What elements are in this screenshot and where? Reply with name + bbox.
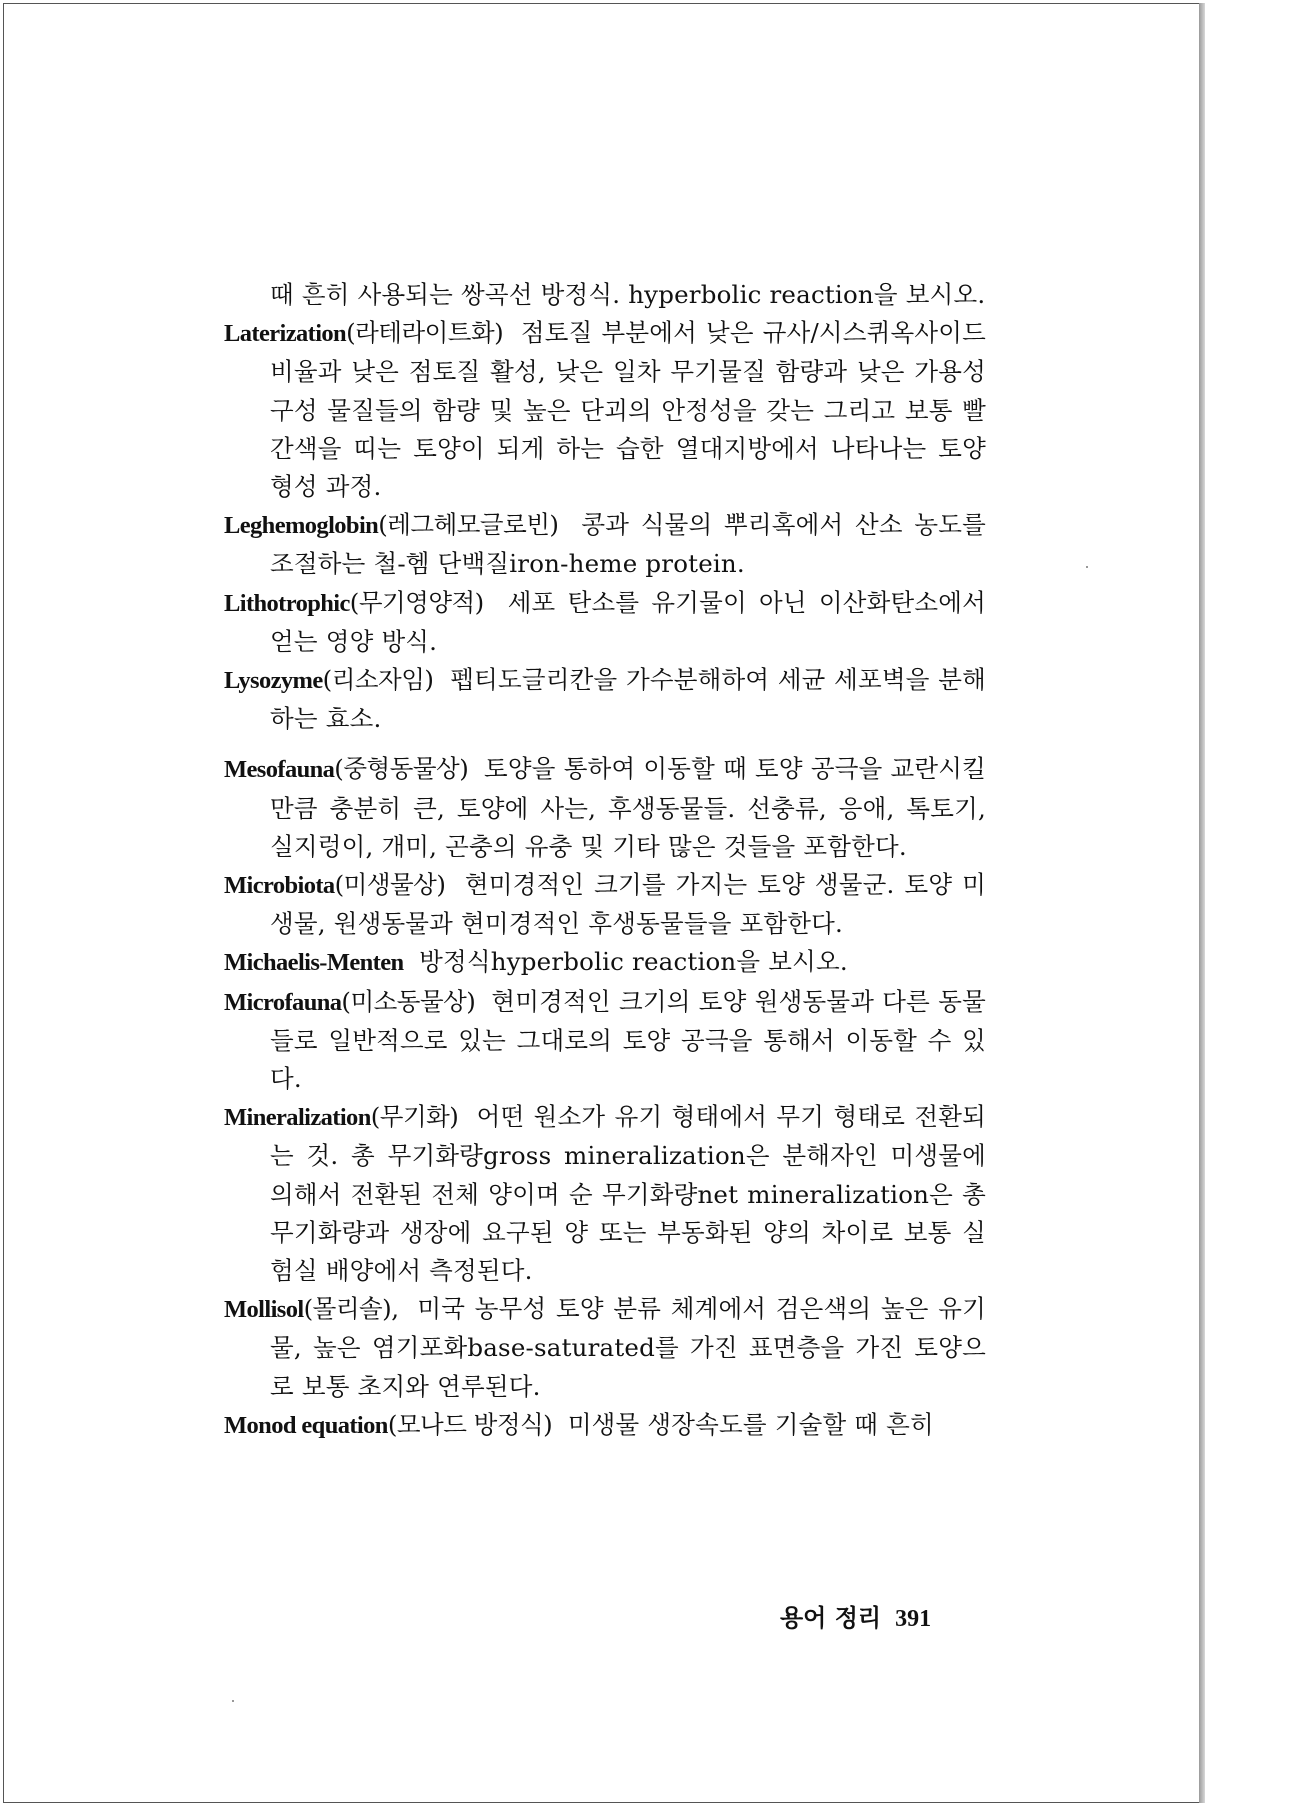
running-footer-section: 용어 정리 — [780, 1603, 882, 1632]
page-number: 391 — [895, 1606, 932, 1632]
entry-definition: 토양을 통하여 이동할 때 토양 공극을 교란시킬 만큼 충분히 큰, 토양에 사는, 후생동물들. 선충류, 응애, 톡토기, 실지렁이, 개미, 곤충의 유충 및 기타 많은 것들을 포함한다. — [270, 754, 987, 861]
entry-korean-term: (무기영양적) — [349, 587, 484, 617]
glossary-body — [224, 276, 986, 1445]
entry-definition: 방정식hyperbolic reaction을 보시오. — [419, 947, 848, 977]
entry-korean-term: (몰리솔), — [303, 1294, 399, 1324]
page-edge-shadow — [1199, 3, 1205, 1803]
entry-definition: 점토질 부분에서 낮은 규사/시스퀴옥사이드 비율과 낮은 점토질 활성, 낮은 일차 무기물질 함량과 낮은 가용성 구성 물질들의 함량 및 높은 단괴의 안정성을 갖는 그리고 보통 빨간색을 띠는 토양이 되게 하는 습한 열대지방에서 나타나는 토양 형성 과정. — [270, 318, 986, 502]
glossary-entry-laterization — [224, 314, 986, 506]
glossary-entry-mineralization — [224, 1098, 986, 1290]
glossary-entry-leghemoglobin — [224, 506, 986, 583]
entry-definition: 현미경적인 크기의 토양 원생동물과 다른 동물들로 일반적으로 있는 그대로의 토양 공극을 통해서 이동할 수 있다. — [270, 986, 986, 1094]
glossary-entry-continuation — [224, 276, 986, 314]
entry-term: Laterization — [224, 320, 347, 348]
entry-term: Lysozyme — [224, 667, 323, 695]
entry-korean-term: (중형동물상) — [334, 754, 469, 784]
entry-term: Microfauna — [224, 988, 342, 1016]
glossary-entry-mollisol — [224, 1290, 986, 1406]
scan-speck — [232, 1700, 234, 1702]
entry-definition: 펩티도글리칸을 가수분해하여 세균 세포벽을 분해하는 효소. — [270, 665, 987, 734]
glossary-entry-lithotrophic — [224, 584, 986, 661]
entry-term: Monod equation — [224, 1411, 388, 1439]
entry-korean-term: (미소동물상) — [341, 986, 476, 1016]
entry-korean-term: (라테라이트화) — [346, 318, 504, 348]
glossary-entry-mesofauna — [224, 750, 986, 866]
entry-term: Microbiota — [224, 872, 335, 900]
entry-definition: 미국 농무성 토양 분류 체계에서 검은색의 높은 유기물, 높은 염기포화base-saturated를 가진 표면층을 가진 토양으로 보통 초지와 연루된다. — [270, 1294, 987, 1401]
entry-definition: 미생물 생장속도를 기술할 때 흔히 — [567, 1409, 934, 1439]
glossary-entry-microbiota — [224, 866, 986, 943]
glossary-entry-microfauna — [224, 983, 986, 1099]
entry-korean-term: (무기화) — [370, 1102, 459, 1132]
entry-term: Leghemoglobin — [224, 512, 379, 540]
scan-speck — [1086, 566, 1088, 568]
entry-definition: 콩과 식물의 뿌리혹에서 산소 농도를 조절하는 철-헴 단백질iron-heme protein. — [270, 510, 986, 579]
glossary-entry-lysozyme — [224, 661, 986, 738]
entry-korean-term: (리소자임) — [322, 665, 434, 695]
entry-definition: 세포 탄소를 유기물이 아닌 이산화탄소에서 얻는 영양 방식. — [270, 587, 987, 656]
entry-definition: 때 흔히 사용되는 쌍곡선 방정식. hyperbolic reaction을 보시오. — [270, 280, 986, 309]
entry-term: Michaelis-Menten — [224, 949, 404, 977]
page-footer — [780, 1598, 931, 1633]
entry-term: Mesofauna — [224, 756, 335, 784]
glossary-entry-michaelis-menten — [224, 943, 986, 982]
glossary-entry-monod-equation — [224, 1406, 986, 1445]
entry-term: Lithotrophic — [224, 589, 350, 617]
entry-term: Mineralization — [224, 1104, 371, 1132]
entry-term: Mollisol — [224, 1296, 304, 1324]
entry-korean-term: (모나드 방정식) — [387, 1409, 553, 1439]
entry-korean-term: (미생물상) — [334, 870, 446, 900]
entry-korean-term: (레그헤모글로빈) — [378, 510, 559, 540]
entry-definition: 현미경적인 크기를 가지는 토양 생물군. 토양 미생물, 원생동물과 현미경적인 후생동물들을 포함한다. — [270, 870, 987, 939]
entry-definition: 어떤 원소가 유기 형태에서 무기 형태로 전환되는 것. 총 무기화량gross mineralization은 분해자인 미생물에 의해서 전환된 전체 양이며 순 무기화량net mineralization은 총 무기화량과 생장에 요구된 양 또는 부동화된 양의 차이로 보통 실험실 배양에서 측정된다. — [270, 1102, 987, 1286]
